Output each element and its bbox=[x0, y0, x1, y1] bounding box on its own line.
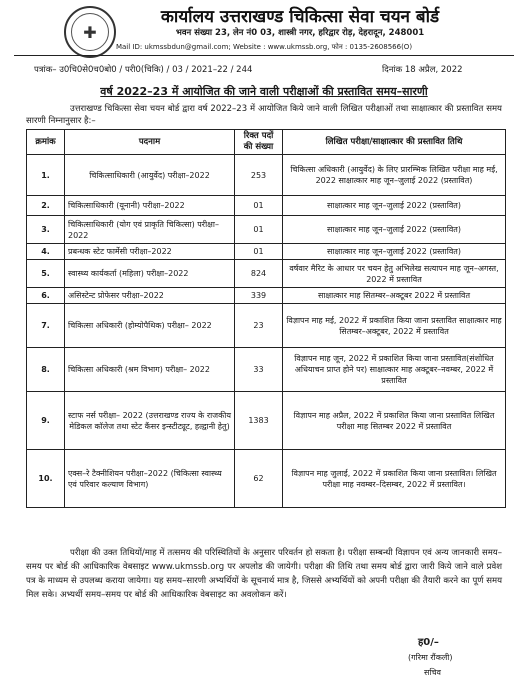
document-title: वर्ष 2022–23 में आयोजित की जाने वाली परीक्षाओं की प्रस्तावित समय–सारणी bbox=[100, 85, 428, 98]
office-contact: Mail ID: ukmssbdun@gmail.com; Website : www.ukmssb.org, फोन : 0135-2608566(O) bbox=[115, 43, 413, 51]
row-date: साक्षात्कार माह सितम्बर–अक्टूबर 2022 में प्रस्तावित bbox=[283, 288, 506, 304]
office-address: भवन संख्या 23, लेन नं0 03, शास्त्री नगर, हरिद्वार रोड़, देहरादून, 248001 bbox=[175, 28, 425, 38]
row-date: साक्षात्कार माह जून–जुलाई 2022 (प्रस्तावित) bbox=[283, 244, 506, 260]
row-date: चिकित्सा अधिकारी (आयुर्वेद) के लिए प्रारम्भिक लिखित परीक्षा माह मई, 2022 साक्षात्कार माह जून–जुलाई 2022 (प्रस्तावित) bbox=[283, 155, 506, 196]
table-row bbox=[27, 216, 506, 244]
emblem-inner: ✚ bbox=[71, 13, 109, 51]
row-serial: 4. bbox=[27, 244, 65, 260]
signatory-role: सचिव bbox=[424, 668, 442, 677]
row-post: चिकित्साधिकारी (योग एवं प्राकृति चिकित्सा) परीक्षा–2022 bbox=[65, 216, 235, 244]
col-header-date: लिखित परीक्षा/साक्षात्कार की प्रस्तावित तिथि bbox=[283, 130, 506, 155]
row-post: चिकित्साधिकारी (यूनानी) परीक्षा–2022 bbox=[65, 196, 235, 216]
row-vacancies: 33 bbox=[235, 348, 283, 392]
row-serial: 8. bbox=[27, 348, 65, 392]
header-divider bbox=[14, 55, 514, 56]
table-row bbox=[27, 155, 506, 196]
row-date: विज्ञापन माह अप्रैल, 2022 में प्रकाशित किया जाना प्रस्तावित लिखित परीक्षा माह सितम्बर 2022 में प्रस्तावित bbox=[283, 392, 506, 450]
row-vacancies: 23 bbox=[235, 304, 283, 348]
table-row bbox=[27, 392, 506, 450]
row-vacancies: 824 bbox=[235, 260, 283, 288]
row-serial: 2. bbox=[27, 196, 65, 216]
table-row bbox=[27, 288, 506, 304]
row-date: वर्षवार मैरिट के आधार पर चयन हेतु अभिलेख सत्यापन माह जून–अगस्त, 2022 में प्रस्तावित bbox=[283, 260, 506, 288]
row-post: चिकित्साधिकारी (आयुर्वेद) परीक्षा–2022 bbox=[65, 155, 235, 196]
table-row bbox=[27, 348, 506, 392]
row-vacancies: 01 bbox=[235, 216, 283, 244]
signature-mark: ह0/– bbox=[418, 637, 439, 648]
footer-note: परीक्षा की उक्त तिथियों/माह में तत्समय की परिस्थितियों के अनुसार परिवर्तन हो सकता है। परीक्षा सम्बन्धी विज्ञापन एवं अन्य जानकारी समय–समय पर बोर्ड की आधिकारिक वेबसाइट www.ukmssb.org पर अपलोड की जायेगी। परीक्षा की तिथि तथा समय बोर्ड द्वारा जारी किये जाने वाले प्रवेश पत्र के माध्यम से उपलब्ध कराया जायेगा। यह समय–सारणी अभ्यर्थियों के सूचनार्थ मात्र है, जिससे अभ्यर्थियों को अपनी परीक्षा की तैयारी करने का पूर्ण समय मिल सके। अभ्यर्थी समय–समय पर बोर्ड की आधिकारिक वेबसाइट का अवलोकन करें। bbox=[26, 548, 502, 600]
row-vacancies: 253 bbox=[235, 155, 283, 196]
row-serial: 1. bbox=[27, 155, 65, 196]
row-date: विज्ञापन माह जून, 2022 में प्रकाशित किया जाना प्रस्तावित(संशोधित अधियाचन प्राप्त होने पर) साक्षात्कार माह अक्टूबर–नवम्बर, 2022 में प्रस्तावित bbox=[283, 348, 506, 392]
table-row bbox=[27, 450, 506, 508]
row-post: प्रबन्धक स्टेट फार्मेसी परीक्षा–2022 bbox=[65, 244, 235, 260]
table-row bbox=[27, 244, 506, 260]
exam-schedule-table bbox=[26, 129, 506, 508]
row-post: असिस्टेन्ट प्रोफेसर परीक्षा–2022 bbox=[65, 288, 235, 304]
table-header-row bbox=[27, 130, 506, 155]
row-post: स्वास्थ्य कार्यकर्ता (महिला) परीक्षा–2022 bbox=[65, 260, 235, 288]
row-vacancies: 339 bbox=[235, 288, 283, 304]
row-post: चिकित्सा अधिकारी (श्रम विभाग) परीक्षा– 2022 bbox=[65, 348, 235, 392]
row-serial: 6. bbox=[27, 288, 65, 304]
col-header-vacancies: रिक्त पदों की संख्या bbox=[235, 130, 283, 155]
row-serial: 5. bbox=[27, 260, 65, 288]
table-row bbox=[27, 260, 506, 288]
intro-paragraph: उत्तराखण्ड चिकित्सा सेवा चयन बोर्ड द्वारा वर्ष 2022–23 में आयोजित किये जाने वाली लिखित परीक्षाओं तथा साक्षात्कार की प्रस्तावित समय सारणी निम्नानुसार है:– bbox=[26, 104, 502, 126]
row-serial: 7. bbox=[27, 304, 65, 348]
row-vacancies: 01 bbox=[235, 244, 283, 260]
col-header-serial: क्रमांक bbox=[27, 130, 65, 155]
table-row bbox=[27, 304, 506, 348]
row-date: विज्ञापन माह जुलाई, 2022 में प्रकाशित किया जाना प्रस्तावित। लिखित परीक्षा माह नवम्बर–दिसम्बर, 2022 में प्रस्तावित। bbox=[283, 450, 506, 508]
row-post: स्टाफ नर्स परीक्षा– 2022 (उत्तराखण्ड राज्य के राजकीय मेडिकल कॉलेज तथा स्टेट कैंसर इन्स्टीट्यूट, हल्द्वानी हेतु) bbox=[65, 392, 235, 450]
signatory-name: (गरिमा रौंकली) bbox=[408, 653, 453, 662]
reference-number: पत्रांक– उ0चि0से0च0बो0 / परी0(चिकि) / 03 / 2021–22 / 244 bbox=[34, 65, 253, 75]
row-serial: 10. bbox=[27, 450, 65, 508]
row-date: साक्षात्कार माह जून–जुलाई 2022 (प्रस्तावित) bbox=[283, 216, 506, 244]
row-date: विज्ञापन माह मई, 2022 में प्रकाशित किया जाना प्रस्तावित साक्षात्कार माह सितम्बर–अक्टूबर, 2022 में प्रस्तावित bbox=[283, 304, 506, 348]
row-date: साक्षात्कार माह जून–जुलाई 2022 (प्रस्तावित) bbox=[283, 196, 506, 216]
row-post: एक्स–रे टैक्नीशियन परीक्षा–2022 (चिकित्सा स्वास्थ्य एवं परिवार कल्याण विभाग) bbox=[65, 450, 235, 508]
row-vacancies: 01 bbox=[235, 196, 283, 216]
office-title: कार्यालय उत्तराखण्ड चिकित्सा सेवा चयन बोर्ड bbox=[160, 7, 440, 27]
row-vacancies: 1383 bbox=[235, 392, 283, 450]
row-serial: 9. bbox=[27, 392, 65, 450]
row-vacancies: 62 bbox=[235, 450, 283, 508]
row-post: चिकित्सा अधिकारी (होम्योपैथिक) परीक्षा– 2022 bbox=[65, 304, 235, 348]
row-serial: 3. bbox=[27, 216, 65, 244]
col-header-post: पदनाम bbox=[65, 130, 235, 155]
issue-date: दिनांक 18 अप्रैल, 2022 bbox=[382, 65, 463, 75]
table-row bbox=[27, 196, 506, 216]
